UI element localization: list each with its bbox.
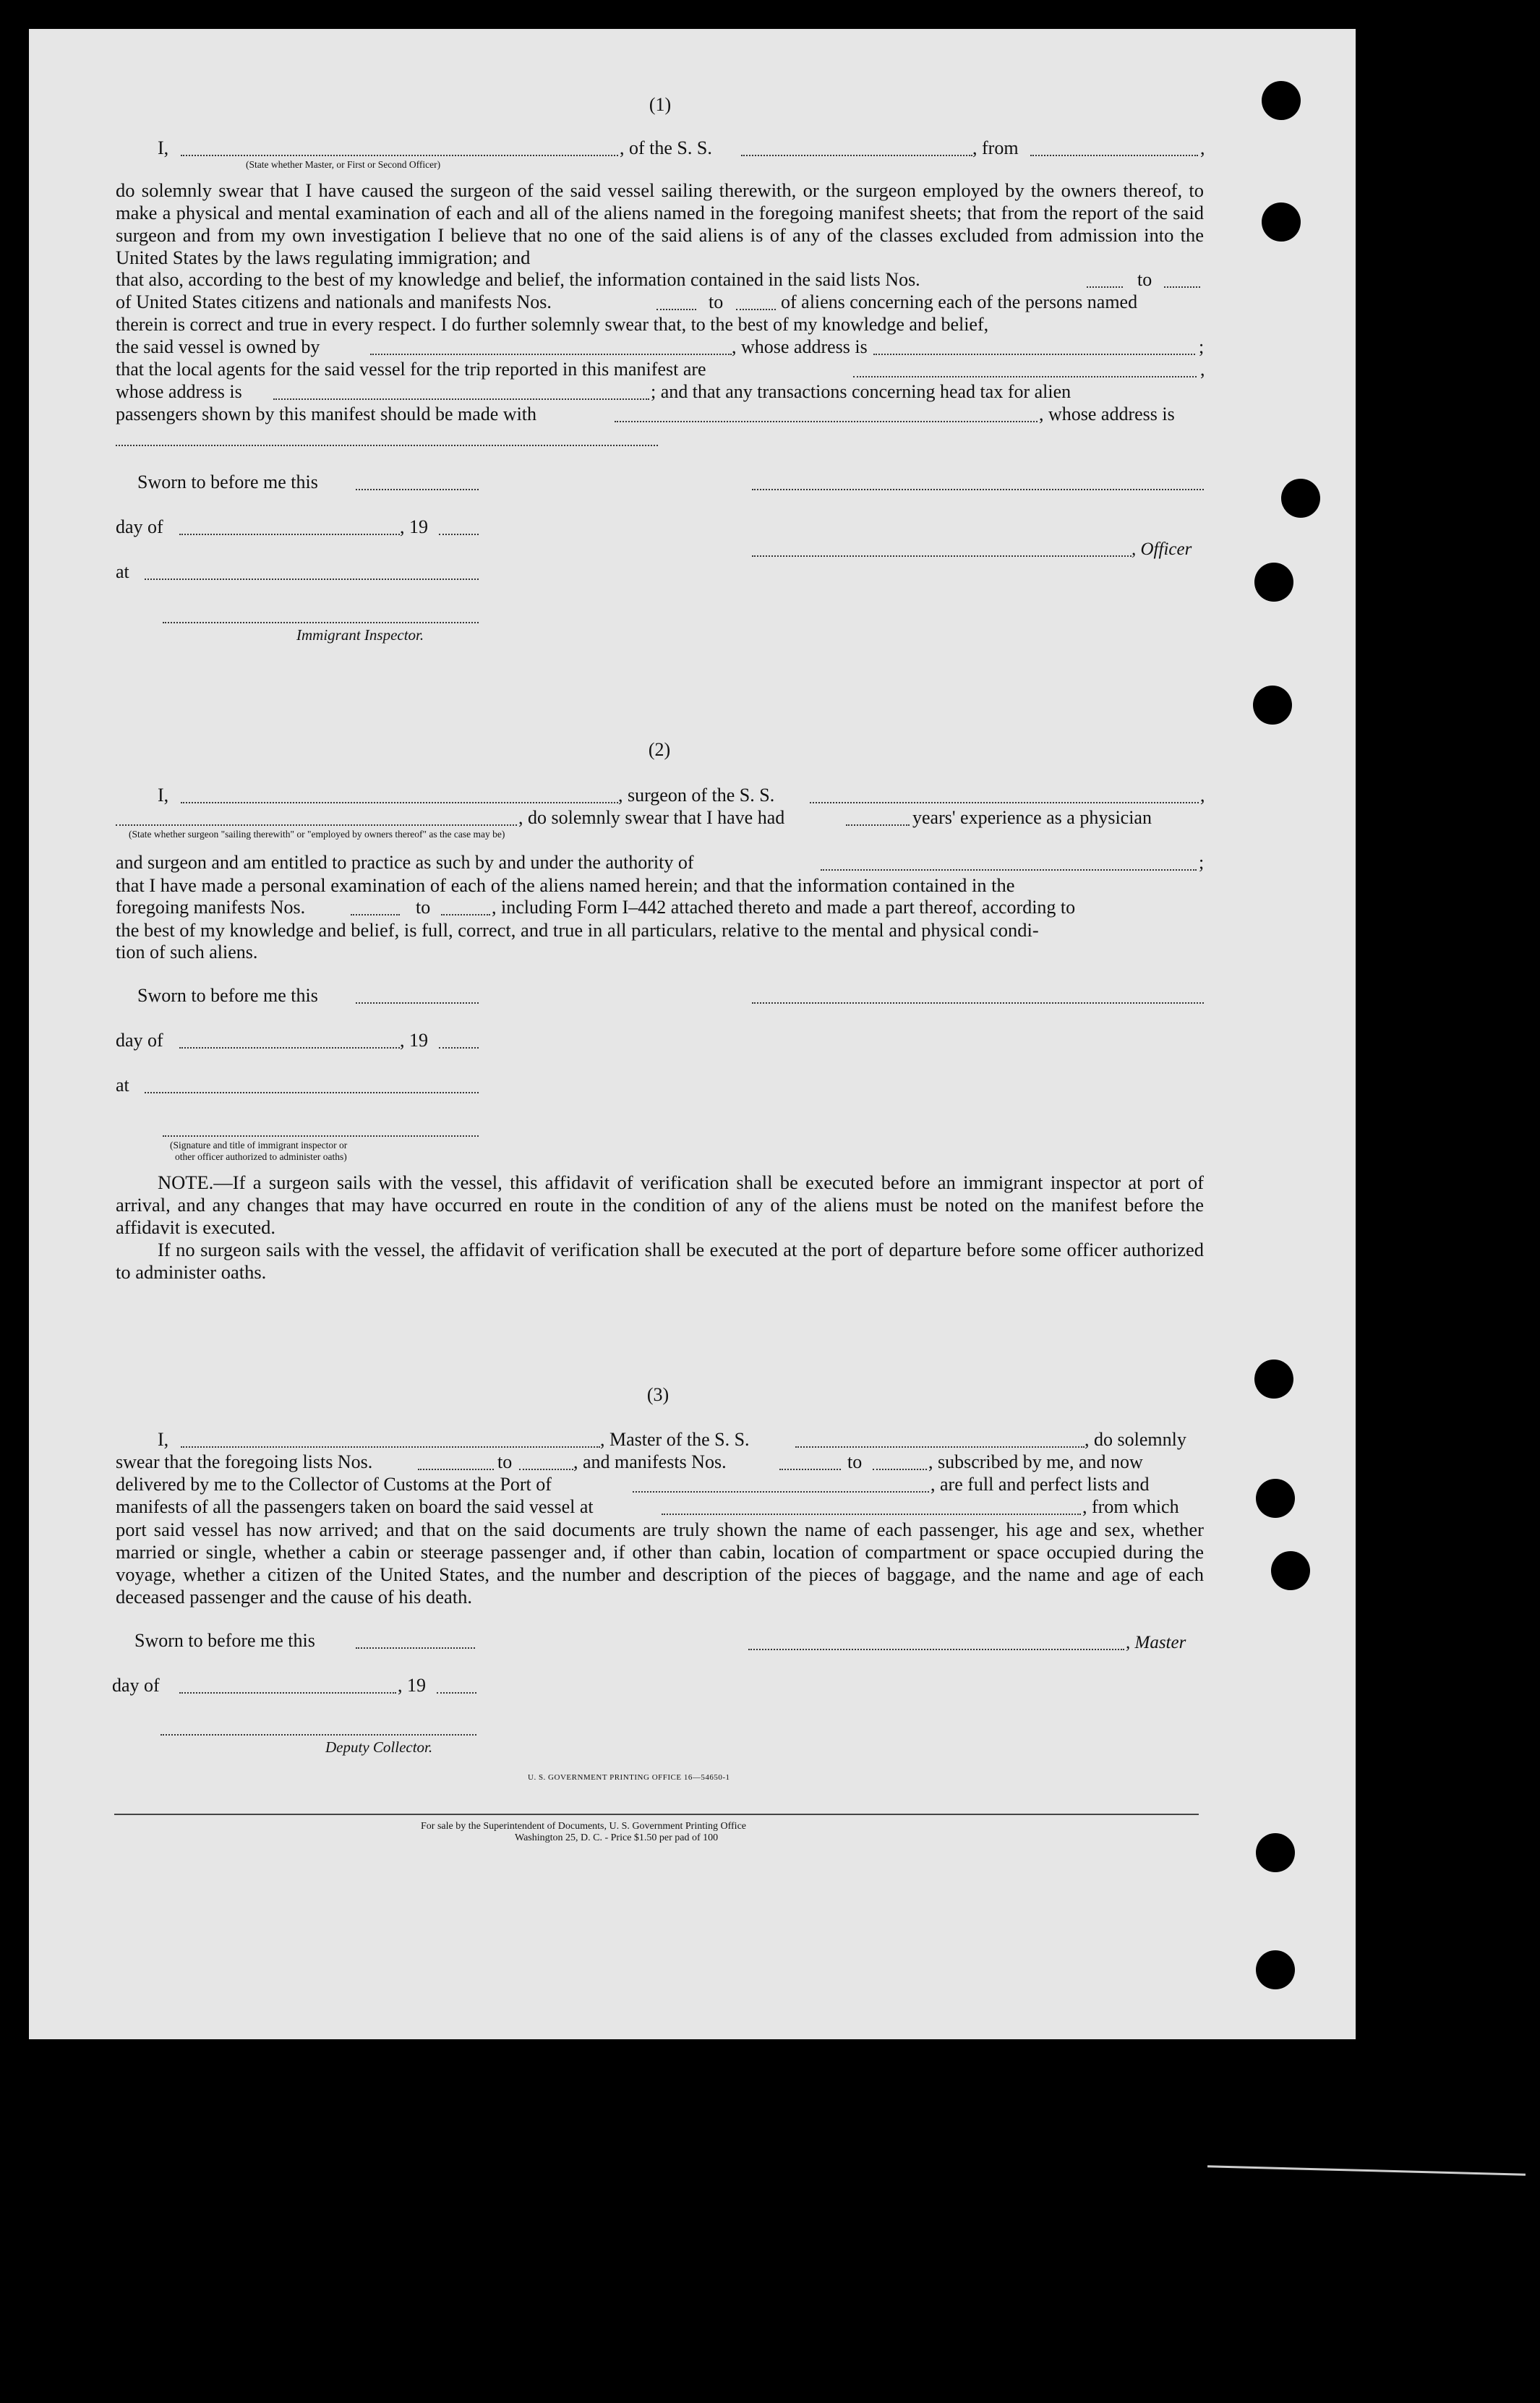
s3-vessel-field[interactable] [795, 1446, 1085, 1448]
s3-day-field[interactable] [179, 1692, 396, 1694]
s3-sworn-date-field[interactable] [356, 1647, 475, 1649]
s1-at-label: at [116, 561, 129, 582]
s1-l7-text: therein is correct and true in every respect. I do further solemnly swear that, to the best of my knowledge and belief, [116, 314, 989, 335]
s2-l6-text: the best of my knowledge and belief, is full, correct, and true in all particulars, relative to the mental and physical condi- [116, 919, 1039, 941]
s1-l11-rest: , whose address is [1039, 404, 1175, 424]
s3-l2-text: swear that the foregoing lists Nos. [116, 1451, 373, 1472]
s2-i-label: I, [158, 785, 169, 806]
s1-lists-to-field[interactable] [1164, 286, 1200, 288]
s2-l3-end: ; [1199, 852, 1205, 873]
s3-sworn-label: Sworn to before me this [134, 1630, 315, 1651]
s2-l5-text: foregoing manifests Nos. [116, 897, 306, 918]
s2-note-1: NOTE.—If a surgeon sails with the vessel, this affidavit of verification shall be executed before an immigrant inspector at port of arrival, and any changes that may have occurred en route in the condition of any of the aliens must be noted on the manifest before the affidavit is executed. [116, 1171, 1204, 1238]
s2-status-field[interactable] [116, 824, 517, 826]
s1-l8-address: , whose address is [732, 336, 868, 357]
s1-sworn-date-field[interactable] [356, 489, 479, 490]
s2-sworn-label: Sworn to before me this [137, 985, 318, 1006]
binder-hole [1256, 1833, 1295, 1872]
s2-at-field[interactable] [145, 1092, 479, 1093]
s3-l4-text: manifests of all the passengers taken on board the said vessel at [116, 1496, 594, 1517]
s3-l3-text: delivered by me to the Collector of Customs at the Port of [116, 1474, 552, 1495]
s1-at-field[interactable] [145, 579, 479, 580]
s2-l7-text: tion of such aliens. [116, 942, 258, 963]
s2-surgeon-label: , surgeon of the S. S. [618, 785, 775, 806]
s1-from-label: , from [972, 137, 1019, 158]
s1-owner-address-field[interactable] [873, 354, 1195, 355]
s1-headtax-party-field[interactable] [615, 421, 1038, 422]
s1-officer-label: , Officer [1132, 539, 1192, 559]
s1-rank-caption: (State whether Master, or First or Second Officer) [246, 159, 441, 170]
s3-lists-to-field[interactable] [519, 1469, 573, 1470]
s1-vessel-field[interactable] [741, 155, 972, 156]
s3-master-label: , Master [1126, 1633, 1186, 1652]
s2-year-field[interactable] [439, 1047, 479, 1049]
s1-manifests-to-field[interactable] [736, 309, 776, 310]
s1-l8-text: the said vessel is owned by [116, 336, 320, 357]
s1-master-signature-field[interactable] [752, 489, 1204, 490]
s2-sig-caption-1: (Signature and title of immigrant inspector or [170, 1140, 348, 1151]
s2-years-label: years' experience as a physician [912, 807, 1152, 828]
s3-year-field[interactable] [437, 1692, 476, 1694]
s1-l6-text: of United States citizens and nationals and manifests Nos. [116, 291, 552, 312]
s1-inspector-label: Immigrant Inspector. [296, 626, 424, 644]
s2-comma: , [1200, 785, 1205, 806]
s1-manifests-from-field[interactable] [656, 309, 696, 310]
binder-hole [1271, 1551, 1310, 1590]
s1-sworn-label: Sworn to before me this [137, 471, 318, 492]
s1-agents-address-field[interactable] [273, 398, 649, 400]
s2-at-label: at [116, 1075, 129, 1096]
binder-hole [1262, 81, 1301, 120]
s1-day-field[interactable] [179, 534, 400, 535]
s3-paragraph: port said vessel has now arrived; and that on the said documents are truly shown the name of each passenger, his age and sex, whether married or single, whether a cabin or steerage passenger and, if other than cabin, location of compartment or space occupied during the voyage, whether a citizen of the United States, and the number and description of the pieces of baggage, and the name and age of each deceased passenger and the cause of his death. [116, 1519, 1204, 1608]
s3-deputy-label: Deputy Collector. [325, 1738, 433, 1756]
s2-l4-text: that I have made a personal examination of each of the aliens named herein; and that the information contained in the [116, 874, 1015, 896]
s3-solemnly-label: , do solemnly [1085, 1429, 1186, 1450]
s2-inspector-signature-field[interactable] [163, 1135, 479, 1137]
s3-l2-to2: to [847, 1451, 863, 1472]
section-1-heading: (1) [649, 94, 672, 115]
s1-day-label: day of [116, 516, 163, 537]
s1-inspector-signature-field[interactable] [163, 622, 479, 623]
s3-l2-rest: , subscribed by me, and now [928, 1451, 1143, 1472]
binder-hole [1254, 1360, 1293, 1399]
s2-sig-caption-2: other officer authorized to administer oaths) [175, 1151, 347, 1162]
s1-l5-text: that also, according to the best of my knowledge and belief, the information contained in the said lists Nos. [116, 269, 920, 290]
s2-surgeon-name-field[interactable] [181, 802, 618, 803]
s3-master-of-label: , Master of the S. S. [600, 1429, 750, 1450]
s1-officer-rank-field[interactable] [181, 155, 618, 156]
section-2-heading: (2) [648, 739, 671, 760]
s1-l8-end: ; [1199, 336, 1205, 357]
s2-surgeon-signature-field[interactable] [752, 1002, 1204, 1004]
s3-manifests-to-field[interactable] [873, 1469, 927, 1470]
s1-owner-field[interactable] [370, 354, 732, 355]
sale-notice-2: Washington 25, D. C. - Price $1.50 per pad of 100 [515, 1832, 719, 1843]
s1-lists-from-field[interactable] [1087, 286, 1123, 288]
s3-year-label: , 19 [398, 1675, 426, 1696]
s1-officer-signature-field[interactable] [752, 555, 1132, 557]
s3-manifests-from-field[interactable] [779, 1469, 841, 1470]
s1-l11-text: passengers shown by this manifest should be made with [116, 404, 537, 424]
binder-hole [1256, 1950, 1295, 1989]
s1-l9-text: that the local agents for the said vessel for the trip reported in this manifest are [116, 359, 706, 380]
s1-l10-rest: ; and that any transactions concerning head tax for alien [651, 381, 1071, 402]
section-3-heading: (3) [646, 1384, 670, 1405]
s3-l2-manifests: , and manifests Nos. [573, 1451, 727, 1472]
s1-year-label: , 19 [400, 516, 428, 537]
s2-day-label: day of [116, 1030, 163, 1051]
s2-manifests-to-field[interactable] [441, 914, 490, 915]
s3-master-name-field[interactable] [181, 1446, 600, 1448]
s3-master-signature-field[interactable] [748, 1649, 1124, 1650]
s2-l5-rest: , including Form I–442 attached thereto and made a part thereof, according to [492, 897, 1076, 918]
s2-day-field[interactable] [179, 1047, 400, 1049]
binder-hole [1253, 686, 1292, 725]
s3-i-label: I, [158, 1429, 169, 1450]
s1-i-label: I, [158, 137, 169, 158]
s2-swear-label: , do solemnly swear that I have had [518, 807, 785, 828]
s1-from-field[interactable] [1030, 155, 1198, 156]
s1-l10-text: whose address is [116, 381, 242, 402]
s3-l3-rest: , are full and perfect lists and [931, 1474, 1150, 1495]
s3-port-field[interactable] [633, 1491, 929, 1493]
s2-manifests-from-field[interactable] [351, 914, 400, 915]
s2-status-caption: (State whether surgeon "sailing therewith" or "employed by owners thereof" as the case may be) [129, 829, 505, 840]
binder-hole [1281, 479, 1320, 518]
sale-notice-1: For sale by the Superintendent of Documents, U. S. Government Printing Office [421, 1821, 746, 1832]
s1-l6-to: to [709, 291, 724, 312]
scan-artifact [1207, 2165, 1526, 2176]
s1-comma: , [1200, 137, 1205, 158]
s1-l6-rest: of aliens concerning each of the persons named [781, 291, 1138, 312]
s2-sworn-date-field[interactable] [356, 1002, 479, 1004]
s3-day-label: day of [112, 1675, 160, 1696]
s2-authority-field[interactable] [821, 869, 1197, 871]
s3-l2-to: to [497, 1451, 513, 1472]
s3-deputy-signature-field[interactable] [161, 1734, 476, 1736]
s1-paragraph: do solemnly swear that I have caused the surgeon of the said vessel sailing therewith, or the surgeon employed by the owners thereof, to make a physical and mental examination of each and all of the aliens named in the foregoing manifest sheets; that from the report of the said surgeon and from my own investigation I believe that no one of the said aliens is of any of the classes excluded from admission into the United States by the laws regulating immigration; and [116, 179, 1204, 268]
s2-vessel-field[interactable] [810, 802, 1199, 803]
s2-year-label: , 19 [400, 1030, 428, 1051]
s3-l4-rest: , from which [1082, 1496, 1179, 1517]
binder-hole [1254, 563, 1293, 602]
s1-headtax-address-field[interactable] [116, 445, 658, 446]
s2-l3-text: and surgeon and am entitled to practice as such by and under the authority of [116, 852, 694, 873]
binder-hole [1256, 1479, 1295, 1518]
binder-hole [1262, 202, 1301, 242]
s1-l9-end: , [1200, 359, 1205, 380]
s3-boarding-port-field[interactable] [662, 1514, 1081, 1515]
s1-year-field[interactable] [439, 534, 479, 535]
s1-agents-field[interactable] [853, 376, 1197, 377]
footer-rule [114, 1814, 1199, 1815]
s2-l5-to: to [416, 897, 431, 918]
printing-office-imprint: U. S. GOVERNMENT PRINTING OFFICE 16—54650-1 [528, 1773, 730, 1782]
s2-years-field[interactable] [846, 824, 910, 826]
s1-of-ss-label: , of the S. S. [620, 137, 712, 158]
s3-lists-from-field[interactable] [418, 1469, 494, 1470]
s2-note-2: If no surgeon sails with the vessel, the affidavit of verification shall be executed at the port of departure before some officer authorized to administer oaths. [116, 1239, 1204, 1283]
s1-l5-to: to [1137, 269, 1152, 290]
